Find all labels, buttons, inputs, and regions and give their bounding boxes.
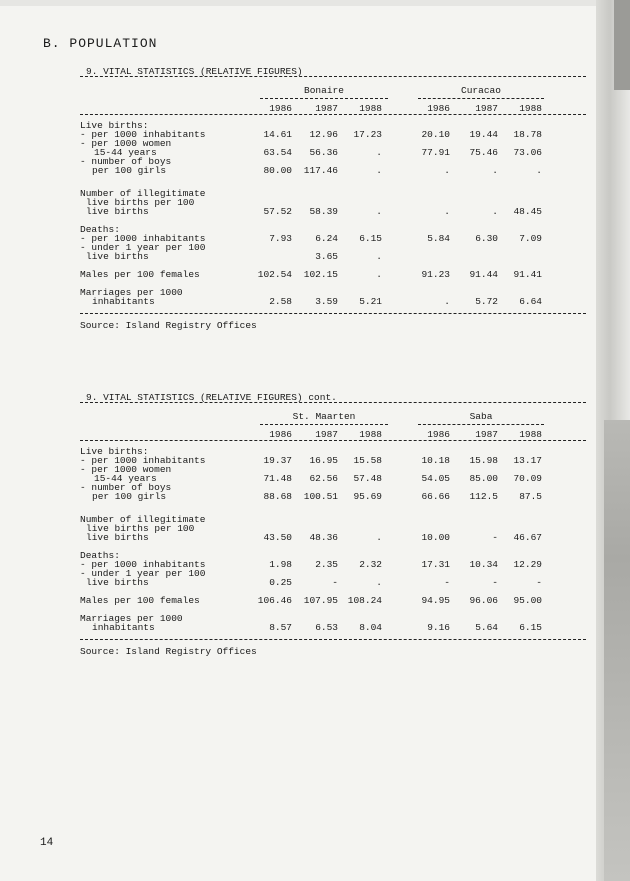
- year-header: 1987: [315, 103, 338, 114]
- vital-statistics-table-bonaire-curacao: [80, 66, 586, 317]
- table-cell: 13.17: [513, 455, 542, 466]
- table-cell: 10.18: [421, 455, 450, 466]
- table-cell: 46.67: [513, 532, 542, 543]
- row-label: Deaths:: [80, 224, 120, 235]
- table-cell: 95.69: [353, 491, 382, 502]
- table-cell: 5.21: [359, 296, 382, 307]
- table-cell: .: [536, 165, 542, 176]
- table-cell: -: [492, 532, 498, 543]
- table-cell: 57.48: [353, 473, 382, 484]
- table-rule: [80, 639, 586, 640]
- table-cell: 16.95: [309, 455, 338, 466]
- section-title: B. POPULATION: [43, 36, 158, 51]
- table-cell: 6.64: [519, 296, 542, 307]
- row-label: - per 1000 women: [80, 138, 172, 149]
- table-cell: 73.06: [513, 147, 542, 158]
- table-cell: 5.84: [427, 233, 450, 244]
- table-cell: 102.15: [303, 269, 338, 280]
- row-label: per 100 girls: [92, 165, 167, 176]
- row-label: Number of illegitimate: [80, 188, 206, 199]
- table-cell: .: [444, 165, 450, 176]
- table-cell: .: [376, 577, 382, 588]
- table-cell: 100.51: [303, 491, 338, 502]
- column-group-label: Bonaire: [304, 85, 344, 96]
- year-header: 1988: [519, 429, 542, 440]
- row-label: - under 1 year per 100: [80, 568, 206, 579]
- table-cell: .: [376, 532, 382, 543]
- column-group-label: Curacao: [461, 85, 501, 96]
- table-cell: -: [492, 577, 498, 588]
- row-label: - per 1000 women: [80, 464, 172, 475]
- table-cell: 15.98: [469, 455, 498, 466]
- table-cell: 6.15: [359, 233, 382, 244]
- table-cell: 8.57: [269, 622, 292, 633]
- row-label: - per 1000 inhabitants: [80, 129, 206, 140]
- row-label: inhabitants: [92, 296, 155, 307]
- table-cell: 85.00: [469, 473, 498, 484]
- table-cell: 91.41: [513, 269, 542, 280]
- row-label: live births per 100: [86, 523, 195, 534]
- table-cell: 66.66: [421, 491, 450, 502]
- row-label: - per 1000 inhabitants: [80, 455, 206, 466]
- table-cell: 9.16: [427, 622, 450, 633]
- table-cell: 14.61: [263, 129, 292, 140]
- table-cell: 94.95: [421, 595, 450, 606]
- top-edge: [0, 0, 630, 6]
- row-label: - number of boys: [80, 482, 172, 493]
- table-cell: -: [332, 577, 338, 588]
- table-rule: [80, 114, 586, 115]
- row-label: live births: [86, 532, 149, 543]
- year-header: 1986: [269, 429, 292, 440]
- table-cell: 71.48: [263, 473, 292, 484]
- table-cell: 48.45: [513, 206, 542, 217]
- table-cell: 80.00: [263, 165, 292, 176]
- year-header: 1988: [359, 429, 382, 440]
- row-label: Number of illegitimate: [80, 514, 206, 525]
- source-note: Source: Island Registry Offices: [80, 646, 257, 657]
- table-caption: 9. VITAL STATISTICS (RELATIVE FIGURES): [86, 66, 303, 77]
- table-cell: 117.46: [303, 165, 338, 176]
- row-label: Marriages per 1000: [80, 613, 183, 624]
- table-cell: .: [492, 165, 498, 176]
- table-cell: .: [444, 296, 450, 307]
- year-header: 1986: [427, 103, 450, 114]
- table-cell: 10.34: [469, 559, 498, 570]
- row-label: - per 1000 inhabitants: [80, 559, 206, 570]
- table-cell: 12.29: [513, 559, 542, 570]
- row-label: Deaths:: [80, 550, 120, 561]
- table-cell: 62.56: [309, 473, 338, 484]
- table-cell: .: [376, 147, 382, 158]
- table-cell: 91.23: [421, 269, 450, 280]
- table-cell: 75.46: [469, 147, 498, 158]
- row-label: live births per 100: [86, 197, 195, 208]
- table-cell: 3.65: [315, 251, 338, 262]
- vital-statistics-table-stmaarten-saba: [80, 392, 586, 643]
- table-cell: 18.78: [513, 129, 542, 140]
- column-group-rule: [260, 98, 388, 99]
- row-label: 15-44 years: [94, 147, 157, 158]
- table-cell: 102.54: [257, 269, 292, 280]
- row-label: inhabitants: [92, 622, 155, 633]
- table-cell: 48.36: [309, 532, 338, 543]
- table-cell: 2.58: [269, 296, 292, 307]
- table-cell: 95.00: [513, 595, 542, 606]
- row-label: live births: [86, 206, 149, 217]
- table-cell: 108.24: [347, 595, 382, 606]
- table-cell: 12.96: [309, 129, 338, 140]
- year-header: 1988: [359, 103, 382, 114]
- table-cell: 3.59: [315, 296, 338, 307]
- table-cell: 54.05: [421, 473, 450, 484]
- row-label: live births: [86, 251, 149, 262]
- table-cell: .: [376, 165, 382, 176]
- table-cell: 1.98: [269, 559, 292, 570]
- row-label: Live births:: [80, 120, 149, 131]
- table-cell: .: [376, 251, 382, 262]
- table-cell: 15.58: [353, 455, 382, 466]
- year-header: 1987: [475, 429, 498, 440]
- column-group-label: Saba: [469, 411, 493, 422]
- year-header: 1986: [269, 103, 292, 114]
- row-label: Live births:: [80, 446, 149, 457]
- table-cell: 17.31: [421, 559, 450, 570]
- table-rule: [80, 313, 586, 314]
- row-label: - per 1000 inhabitants: [80, 233, 206, 244]
- year-header: 1988: [519, 103, 542, 114]
- table-cell: 19.37: [263, 455, 292, 466]
- table-cell: 70.09: [513, 473, 542, 484]
- column-group-rule: [260, 424, 388, 425]
- table-caption: 9. VITAL STATISTICS (RELATIVE FIGURES) cont.: [86, 392, 337, 403]
- table-cell: 87.5: [519, 491, 542, 502]
- table-cell: 6.15: [519, 622, 542, 633]
- table-cell: 6.53: [315, 622, 338, 633]
- table-cell: 19.44: [469, 129, 498, 140]
- table-cell: 6.24: [315, 233, 338, 244]
- table-cell: 43.50: [263, 532, 292, 543]
- page-number: 14: [40, 837, 54, 849]
- year-header: 1987: [315, 429, 338, 440]
- column-group-rule: [418, 424, 544, 425]
- row-label: per 100 girls: [92, 491, 167, 502]
- row-label: Marriages per 1000: [80, 287, 183, 298]
- row-label: - under 1 year per 100: [80, 242, 206, 253]
- table-cell: -: [444, 577, 450, 588]
- column-group-rule: [418, 98, 544, 99]
- table-cell: .: [492, 206, 498, 217]
- table-rule: [80, 76, 586, 77]
- table-cell: 6.30: [475, 233, 498, 244]
- table-cell: 10.00: [421, 532, 450, 543]
- table-cell: .: [444, 206, 450, 217]
- table-cell: 17.23: [353, 129, 382, 140]
- table-cell: 91.44: [469, 269, 498, 280]
- table-cell: 57.52: [263, 206, 292, 217]
- source-note: Source: Island Registry Offices: [80, 320, 257, 331]
- page-binding-edge: [596, 0, 630, 881]
- row-label: live births: [86, 577, 149, 588]
- table-cell: 20.10: [421, 129, 450, 140]
- row-label: Males per 100 females: [80, 269, 200, 280]
- row-label: Males per 100 females: [80, 595, 200, 606]
- table-cell: 77.91: [421, 147, 450, 158]
- row-label: - number of boys: [80, 156, 172, 167]
- table-cell: 7.09: [519, 233, 542, 244]
- table-rule: [80, 402, 586, 403]
- year-header: 1987: [475, 103, 498, 114]
- column-group-label: St. Maarten: [292, 411, 356, 422]
- table-cell: .: [376, 206, 382, 217]
- table-cell: 106.46: [257, 595, 292, 606]
- table-cell: -: [536, 577, 542, 588]
- table-rule: [80, 440, 586, 441]
- table-cell: 2.35: [315, 559, 338, 570]
- table-cell: 88.68: [263, 491, 292, 502]
- table-cell: 0.25: [269, 577, 292, 588]
- table-cell: 56.36: [309, 147, 338, 158]
- table-cell: 107.95: [303, 595, 338, 606]
- row-label: 15-44 years: [94, 473, 157, 484]
- table-cell: 63.54: [263, 147, 292, 158]
- table-cell: 5.72: [475, 296, 498, 307]
- table-cell: 5.64: [475, 622, 498, 633]
- year-header: 1986: [427, 429, 450, 440]
- table-cell: 2.32: [359, 559, 382, 570]
- table-cell: 96.06: [469, 595, 498, 606]
- table-cell: 8.04: [359, 622, 382, 633]
- table-cell: 112.5: [469, 491, 498, 502]
- table-cell: 58.39: [309, 206, 338, 217]
- table-cell: .: [376, 269, 382, 280]
- table-cell: 7.93: [269, 233, 292, 244]
